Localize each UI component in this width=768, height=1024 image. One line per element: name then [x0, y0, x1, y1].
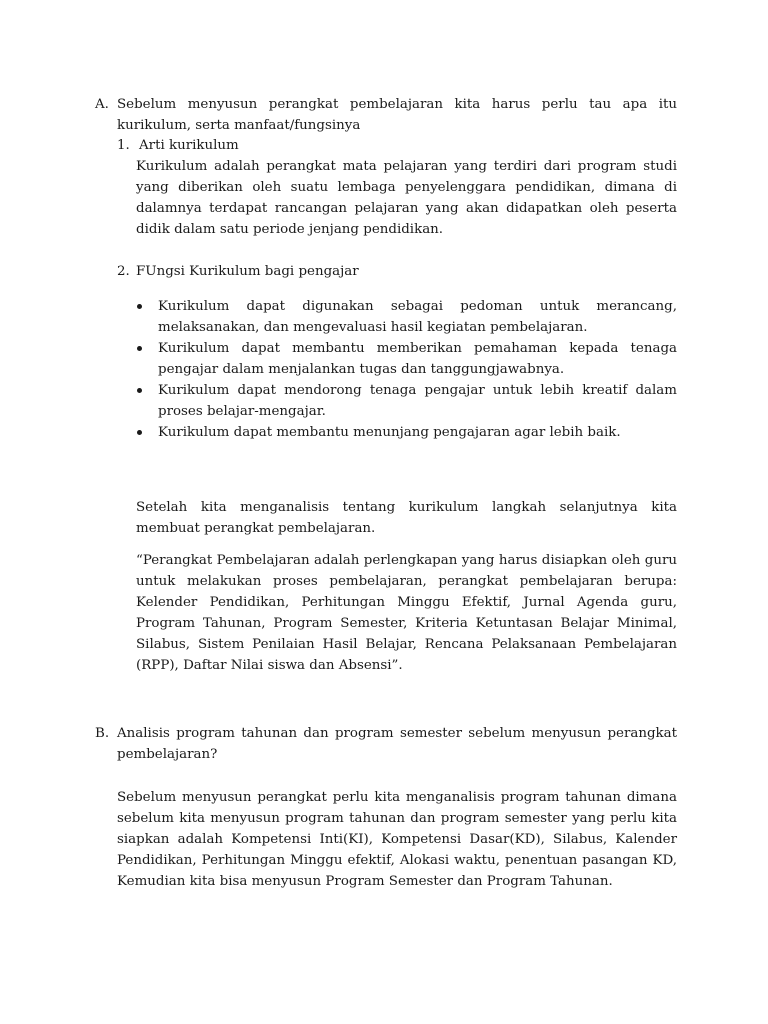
- item-1-body: Kurikulum adalah perangkat mata pelajaran yang terdiri dari program studi yang diberikan oleh suatu lembaga penyelenggara pendidikan, dimana di dalamnya terdapat rancangan pelajaran yang akan didapatkan oleh peserta didik dalam satu periode jenjang pendidikan.: [136, 159, 677, 237]
- section-b-body: Sebelum menyusun perangkat perlu kita menganalisis program tahunan dimana sebelum kita menyusun program tahunan dan program semester yang perlu kita siapkan adalah Kompetensi Inti(KI), Kompetensi Dasar(KD), Silabus, Kalender Pendidikan, Perhitungan Minggu efektif, Alokasi waktu, penentuan pasangan KD, Kemudian kita bisa menyusun Program Semester dan Program Tahunan.: [117, 790, 677, 889]
- item-1-title: Arti kurikulum: [139, 138, 239, 153]
- bullet-item: Kurikulum dapat membantu memberikan pemahaman kepada tenaga pengajar dalam menjalankan tugas dan tanggungjawabnya.: [158, 341, 677, 377]
- item-2-marker: 2.: [117, 264, 130, 279]
- bullet-dot: [137, 430, 142, 435]
- section-b-marker: B.: [95, 726, 110, 741]
- bullet-dot: [137, 304, 142, 309]
- item-1-marker: 1.: [117, 138, 130, 153]
- bullet-item: Kurikulum dapat mendorong tenaga pengajar untuk lebih kreatif dalam proses belajar-mengajar.: [158, 383, 677, 419]
- item-2-title: FUngsi Kurikulum bagi pengajar: [136, 264, 359, 279]
- section-a-heading: Sebelum menyusun perangkat pembelajaran kita harus perlu tau apa itu kurikulum, serta manfaat/fungsinya: [117, 97, 677, 133]
- bullet-item: Kurikulum dapat membantu menunjang pengajaran agar lebih baik.: [158, 425, 621, 440]
- section-b-heading: Analisis program tahunan dan program semester sebelum menyusun perangkat pembelajaran?: [117, 726, 677, 762]
- after-curriculum-paragraph: Setelah kita menganalisis tentang kurikulum langkah selanjutnya kita membuat perangkat pembelajaran.: [136, 500, 677, 536]
- bullet-item: Kurikulum dapat digunakan sebagai pedoman untuk merancang, melaksanakan, dan mengevaluasi hasil kegiatan pembelajaran.: [158, 299, 677, 335]
- bullet-dot: [137, 388, 142, 393]
- bullet-dot: [137, 346, 142, 351]
- section-a-marker: A.: [95, 97, 109, 112]
- definition-quote: “Perangkat Pembelajaran adalah perlengkapan yang harus disiapkan oleh guru untuk melakukan proses pembelajaran, perangkat pembelajaran berupa: Kelender Pendidikan, Perhitungan Minggu Efektif, Jurnal Agenda guru, Program Tahunan, Program Semester, Kriteria Ketuntasan Belajar Minimal, Silabus, Sistem Penilaian Hasil Belajar, Rencana Pelaksanaan Pembelajaran (RPP), Daftar Nilai siswa dan Absensi”.: [136, 553, 677, 673]
